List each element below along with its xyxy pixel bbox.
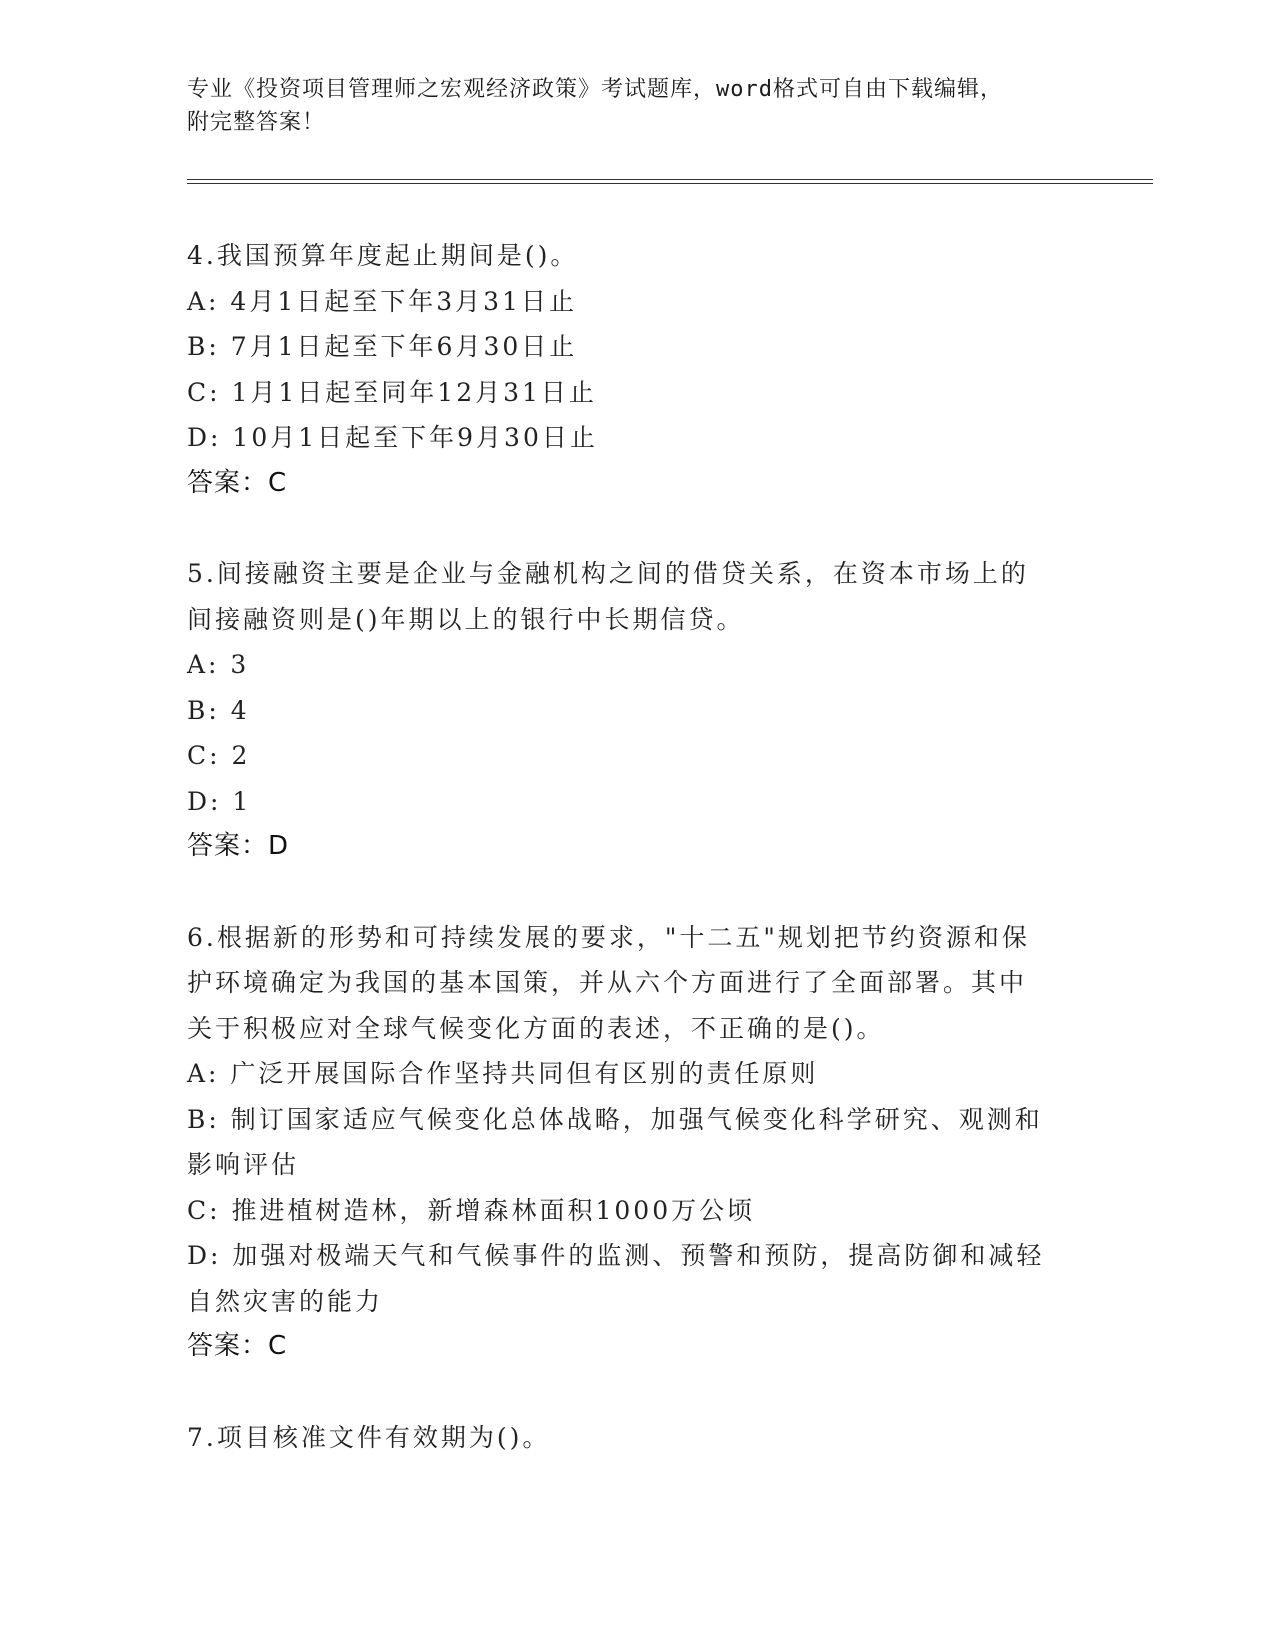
question-5 <box>187 551 1087 870</box>
answer-label: 答案：D <box>187 831 290 861</box>
option-b-continued: 影响评估 <box>187 1150 300 1179</box>
question-stem-continued: 护环境确定为我国的基本国策，并从六个方面进行了全面部署。其中 <box>187 968 1028 997</box>
question-4 <box>187 233 1087 506</box>
option-b: B: 制订国家适应气候变化总体战略，加强气候变化科学研究、观测和 <box>187 1104 1043 1134</box>
option-d: D: 10月1日起至下年9月30日止 <box>187 423 598 452</box>
option-c: C: 推进植树造林，新增森林面积1000万公顷 <box>187 1195 756 1225</box>
document-header <box>187 73 1067 139</box>
option-a: A: 3 <box>187 650 250 679</box>
question-stem-continued: 关于积极应对全球气候变化方面的表述，不正确的是()。 <box>187 1013 885 1043</box>
header-divider-top <box>187 179 1153 180</box>
option-a: A: 4月1日起至下年3月31日止 <box>187 286 577 316</box>
question-stem: 6.根据新的形势和可持续发展的要求，"十二五"规划把节约资源和保 <box>187 922 1030 952</box>
question-6 <box>187 915 1087 1370</box>
answer-label: 答案：C <box>187 1331 288 1361</box>
option-b: B: 4 <box>187 695 250 725</box>
option-d: D: 加强对极端天气和气候事件的监测、预警和预防，提高防御和减轻 <box>187 1241 1045 1270</box>
option-d: D: 1 <box>187 786 252 816</box>
header-divider-bottom <box>187 183 1153 184</box>
option-c: C: 2 <box>187 741 251 770</box>
option-d-continued: 自然灾害的能力 <box>187 1286 384 1316</box>
option-c: C: 1月1日起至同年12月31日止 <box>187 377 597 407</box>
question-list <box>187 233 1087 1505</box>
question-7 <box>187 1415 1087 1461</box>
option-a: A: 广泛开展国际合作坚持共同但有区别的责任原则 <box>187 1059 819 1088</box>
option-b: B: 7月1日起至下年6月30日止 <box>187 332 578 361</box>
question-stem: 5.间接融资主要是企业与金融机构之间的借贷关系，在资本市场上的 <box>187 559 1029 588</box>
header-intro-line-1: 专业《投资项目管理师之宏观经济政策》考试题库，word格式可自由下载编辑， <box>187 77 1003 102</box>
question-stem: 7.项目核准文件有效期为()。 <box>187 1422 551 1452</box>
header-intro-line-2: 附完整答案！ <box>187 110 326 135</box>
question-stem: 4.我国预算年度起止期间是()。 <box>187 241 579 270</box>
answer-label: 答案：C <box>187 467 288 498</box>
question-stem-continued: 间接融资则是()年期以上的银行中长期信贷。 <box>187 604 745 634</box>
